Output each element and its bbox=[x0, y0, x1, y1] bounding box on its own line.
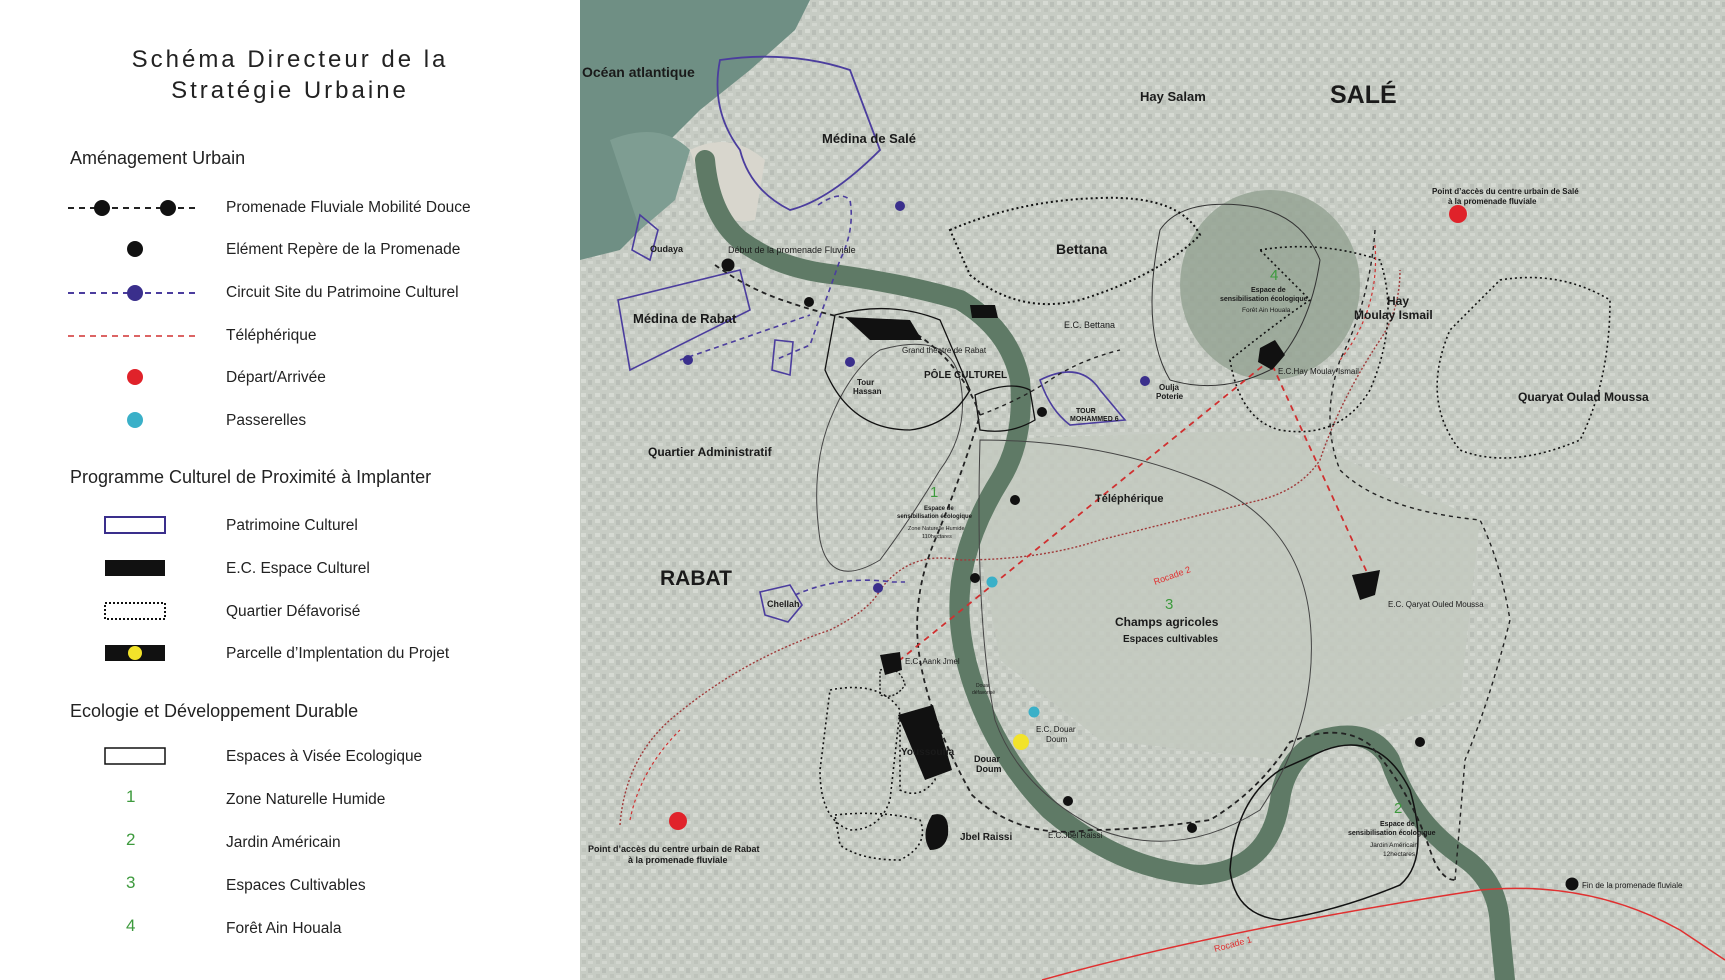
map-label-pt-rabat-2: à la promenade fluviale bbox=[628, 855, 728, 865]
map-label-oulja-1: Oulja bbox=[1159, 383, 1180, 392]
legend-title-line1: Schéma Directeur de la bbox=[131, 46, 449, 73]
map-label-quartier-admin: Quartier Administratif bbox=[648, 445, 772, 459]
map-label-ocean: Océan atlantique bbox=[582, 64, 695, 80]
map-label-ec-douar-doum-1: E.C. Douar bbox=[1036, 725, 1076, 734]
espace-culturel-symbol-icon bbox=[66, 554, 202, 584]
repere-5[interactable] bbox=[1063, 796, 1073, 806]
zone-2-number: 2 bbox=[1394, 800, 1403, 817]
map-label-ec-bettana: E.C. Bettana bbox=[1064, 320, 1116, 330]
map-label-pt-sale-1: Point d’accès du centre urbain de Salé bbox=[1432, 187, 1579, 196]
zone-2-line2: sensibilisation écologique bbox=[1348, 830, 1436, 837]
legend-item-element-repere bbox=[0, 235, 580, 265]
patrimoine-symbol-icon bbox=[66, 511, 202, 541]
legend-item-passerelles bbox=[0, 406, 580, 436]
map-panel[interactable] bbox=[580, 0, 1725, 980]
parcelle-projet-symbol-icon bbox=[66, 639, 202, 669]
map-label-hay-moulay-2: Moulay Ismail bbox=[1354, 308, 1433, 322]
circuit-site-sale[interactable] bbox=[895, 201, 905, 211]
zone-1-line2: sensibilisation écologique bbox=[897, 514, 973, 520]
legend-title bbox=[0, 44, 580, 106]
legend-number-3: 3 bbox=[126, 873, 136, 892]
legend-label-foret: Forêt Ain Houala bbox=[226, 920, 342, 937]
legend-label-espace-culturel: E.C. Espace Culturel bbox=[226, 560, 370, 577]
map-label-douar-defav-1: Douar bbox=[976, 683, 990, 689]
depart-point-sale[interactable] bbox=[1449, 205, 1467, 223]
map-label-pt-rabat-1: Point d’accès du centre urbain de Rabat bbox=[588, 844, 760, 854]
map-label-rocade-2: Rocade 2 bbox=[1152, 564, 1192, 587]
project-parcel-marker[interactable] bbox=[1013, 734, 1029, 750]
legend-item-quartier bbox=[0, 597, 580, 627]
teleferique-symbol-icon bbox=[66, 321, 202, 351]
legend-item-teleferique bbox=[0, 321, 580, 351]
map-label-medina-sale: Médina de Salé bbox=[822, 131, 916, 146]
map-label-sale: SALÉ bbox=[1330, 81, 1397, 109]
map-label-tour-m6-2: MOHAMMED 6 bbox=[1070, 416, 1119, 423]
map-label-tour-m6-1: TOUR bbox=[1076, 408, 1096, 415]
map-label-hay-salam: Hay Salam bbox=[1140, 89, 1206, 104]
map-label-hay-moulay-1: Hay bbox=[1387, 294, 1410, 308]
passerelle-1[interactable] bbox=[987, 577, 998, 588]
map-label-oudaya: Oudaya bbox=[650, 244, 684, 254]
legend-label-cultivables: Espaces Cultivables bbox=[226, 877, 366, 894]
legend-item-espaces-ecologiques bbox=[0, 742, 580, 772]
map-label-teleferique: Téléphérique bbox=[1095, 493, 1164, 505]
legend-number-1: 1 bbox=[126, 787, 136, 806]
map-label-tour-hassan-2: Hassan bbox=[853, 387, 882, 396]
section-amenagement-title: Aménagement Urbain bbox=[70, 148, 246, 168]
legend-panel bbox=[0, 0, 580, 980]
zone-3-line2: Espaces cultivables bbox=[1123, 634, 1219, 645]
zone-2-line4: 12hectares bbox=[1383, 851, 1416, 858]
legend-item-espace-culturel bbox=[0, 554, 580, 584]
depart-arrivee-icon bbox=[66, 363, 202, 393]
legend-label-depart: Départ/Arrivée bbox=[226, 369, 326, 386]
legend-number-4: 4 bbox=[126, 916, 136, 935]
repere-1[interactable] bbox=[804, 297, 814, 307]
legend-label-element-repere: Elément Repère de la Promenade bbox=[226, 241, 461, 258]
zone-1-line3: Zone Naturelle Humide bbox=[908, 526, 965, 532]
map-label-quaryat: Quaryat Oulad Moussa bbox=[1518, 390, 1649, 404]
legend-item-patrimoine bbox=[0, 511, 580, 541]
zone-4-line2: sensibilisation écologique bbox=[1220, 296, 1308, 303]
zone-3-line1: Champs agricoles bbox=[1115, 615, 1219, 629]
map-label-fin: Fin de la promenade fluviale bbox=[1582, 881, 1683, 890]
zone-1-line4: 110hectares bbox=[922, 534, 952, 540]
circuit-site-oulja[interactable] bbox=[1140, 376, 1150, 386]
passerelle-icon bbox=[66, 406, 202, 436]
repere-2[interactable] bbox=[1037, 407, 1047, 417]
map-label-chellah: Chellah bbox=[767, 599, 800, 609]
legend-label-parcelle: Parcelle d’Implentation du Projet bbox=[226, 645, 450, 662]
legend-label-patrimoine: Patrimoine Culturel bbox=[226, 517, 358, 534]
section-programme-title: Programme Culturel de Proximité à Implanter bbox=[70, 467, 432, 487]
map-label-ec-jbel-raissi: E.C.Jbel Raissi bbox=[1048, 831, 1103, 840]
zone-4-line3: Forêt Ain Houala bbox=[1242, 307, 1291, 314]
legend-title-line2: Stratégie Urbaine bbox=[171, 77, 409, 104]
zone-3-number: 3 bbox=[1165, 596, 1174, 613]
zone-2-line3: Jardin Américain bbox=[1370, 842, 1419, 849]
map-canvas[interactable] bbox=[580, 0, 1725, 980]
legend-label-passerelles: Passerelles bbox=[226, 412, 307, 429]
repere-fin[interactable] bbox=[1566, 878, 1579, 891]
circuit-symbol-icon bbox=[66, 278, 202, 308]
legend-label-teleferique: Téléphérique bbox=[226, 327, 317, 344]
repere-6[interactable] bbox=[1187, 823, 1197, 833]
legend-item-circuit bbox=[0, 278, 580, 308]
map-label-douar-doum-1: Douar bbox=[974, 754, 1001, 764]
section-ecologie-title: Ecologie et Développement Durable bbox=[70, 701, 359, 721]
zone-4-line1: Espace de bbox=[1251, 287, 1286, 294]
map-label-tour-hassan-1: Tour bbox=[857, 378, 875, 387]
repere-7[interactable] bbox=[1415, 737, 1425, 747]
map-label-pt-sale-2: à la promenade fluviale bbox=[1448, 197, 1537, 206]
map-label-ec-qaryat: E.C. Qaryat Ouled Moussa bbox=[1388, 600, 1484, 609]
circuit-site-tour-hassan[interactable] bbox=[845, 357, 855, 367]
espace-ecologique-symbol-icon bbox=[66, 742, 202, 772]
legend-label-jardin: Jardin Américain bbox=[226, 834, 341, 851]
circuit-site-chellah[interactable] bbox=[873, 583, 883, 593]
zone-1-line1: Espace de bbox=[924, 506, 954, 512]
map-label-douar-doum-2: Doum bbox=[976, 764, 1002, 774]
zone-4-number: 4 bbox=[1270, 267, 1279, 284]
map-label-ec-hay-moulay: E.C.Hay Moulay Ismail bbox=[1278, 367, 1359, 376]
circuit-site-medina-rabat[interactable] bbox=[683, 355, 693, 365]
legend-item-depart bbox=[0, 363, 580, 393]
repere-debut[interactable] bbox=[722, 259, 735, 272]
legend-label-promenade: Promenade Fluviale Mobilité Douce bbox=[226, 199, 471, 216]
legend-item-parcelle bbox=[0, 639, 580, 669]
legend-number-2: 2 bbox=[126, 830, 136, 849]
map-label-debut: Début de la promenade Fluviale bbox=[728, 245, 856, 255]
legend-label-zone-humide: Zone Naturelle Humide bbox=[226, 791, 386, 808]
legend-item-jardin bbox=[0, 828, 580, 858]
ec-bettana[interactable] bbox=[970, 305, 998, 318]
map-label-jbel-raissi: Jbel Raissi bbox=[960, 832, 1013, 843]
legend-item-cultivables bbox=[0, 871, 580, 901]
map-label-pole-culturel: PÔLE CULTUREL bbox=[924, 370, 1008, 381]
map-label-rocade-1: Rocade 1 bbox=[1212, 934, 1253, 954]
map-label-bettana: Bettana bbox=[1056, 241, 1108, 257]
repere-3[interactable] bbox=[1010, 495, 1020, 505]
map-label-rabat: RABAT bbox=[660, 567, 732, 590]
map-label-grand-theatre: Grand théatre de Rabat bbox=[902, 346, 987, 355]
legend-label-quartier: Quartier Défavorisé bbox=[226, 603, 361, 620]
promenade-symbol-icon bbox=[66, 193, 202, 223]
map-label-oulja-2: Poterie bbox=[1156, 392, 1184, 401]
repere-4[interactable] bbox=[970, 573, 980, 583]
legend-item-promenade bbox=[0, 193, 580, 223]
map-label-youssoufia: Youssoufia bbox=[901, 747, 955, 758]
map-label-douar-defav-2: défavorisé bbox=[972, 690, 996, 696]
legend-item-foret bbox=[0, 914, 580, 944]
legend-item-zone-humide bbox=[0, 785, 580, 815]
map-label-ec-aank: E.C. Aank Jmel bbox=[905, 657, 960, 666]
zone-2-line1: Espace de bbox=[1380, 821, 1415, 828]
legend-label-circuit: Circuit Site du Patrimoine Culturel bbox=[226, 284, 459, 301]
map-label-medina-rabat: Médina de Rabat bbox=[633, 311, 737, 326]
quartier-defavorise-symbol-icon bbox=[66, 597, 202, 627]
element-repere-icon bbox=[66, 235, 202, 265]
zone-1-number: 1 bbox=[930, 484, 939, 501]
passerelle-2[interactable] bbox=[1029, 707, 1040, 718]
depart-point-rabat[interactable] bbox=[669, 812, 687, 830]
map-label-ec-douar-doum-2: Doum bbox=[1046, 735, 1068, 744]
legend-label-espaces-ecologiques: Espaces à Visée Ecologique bbox=[226, 748, 423, 765]
